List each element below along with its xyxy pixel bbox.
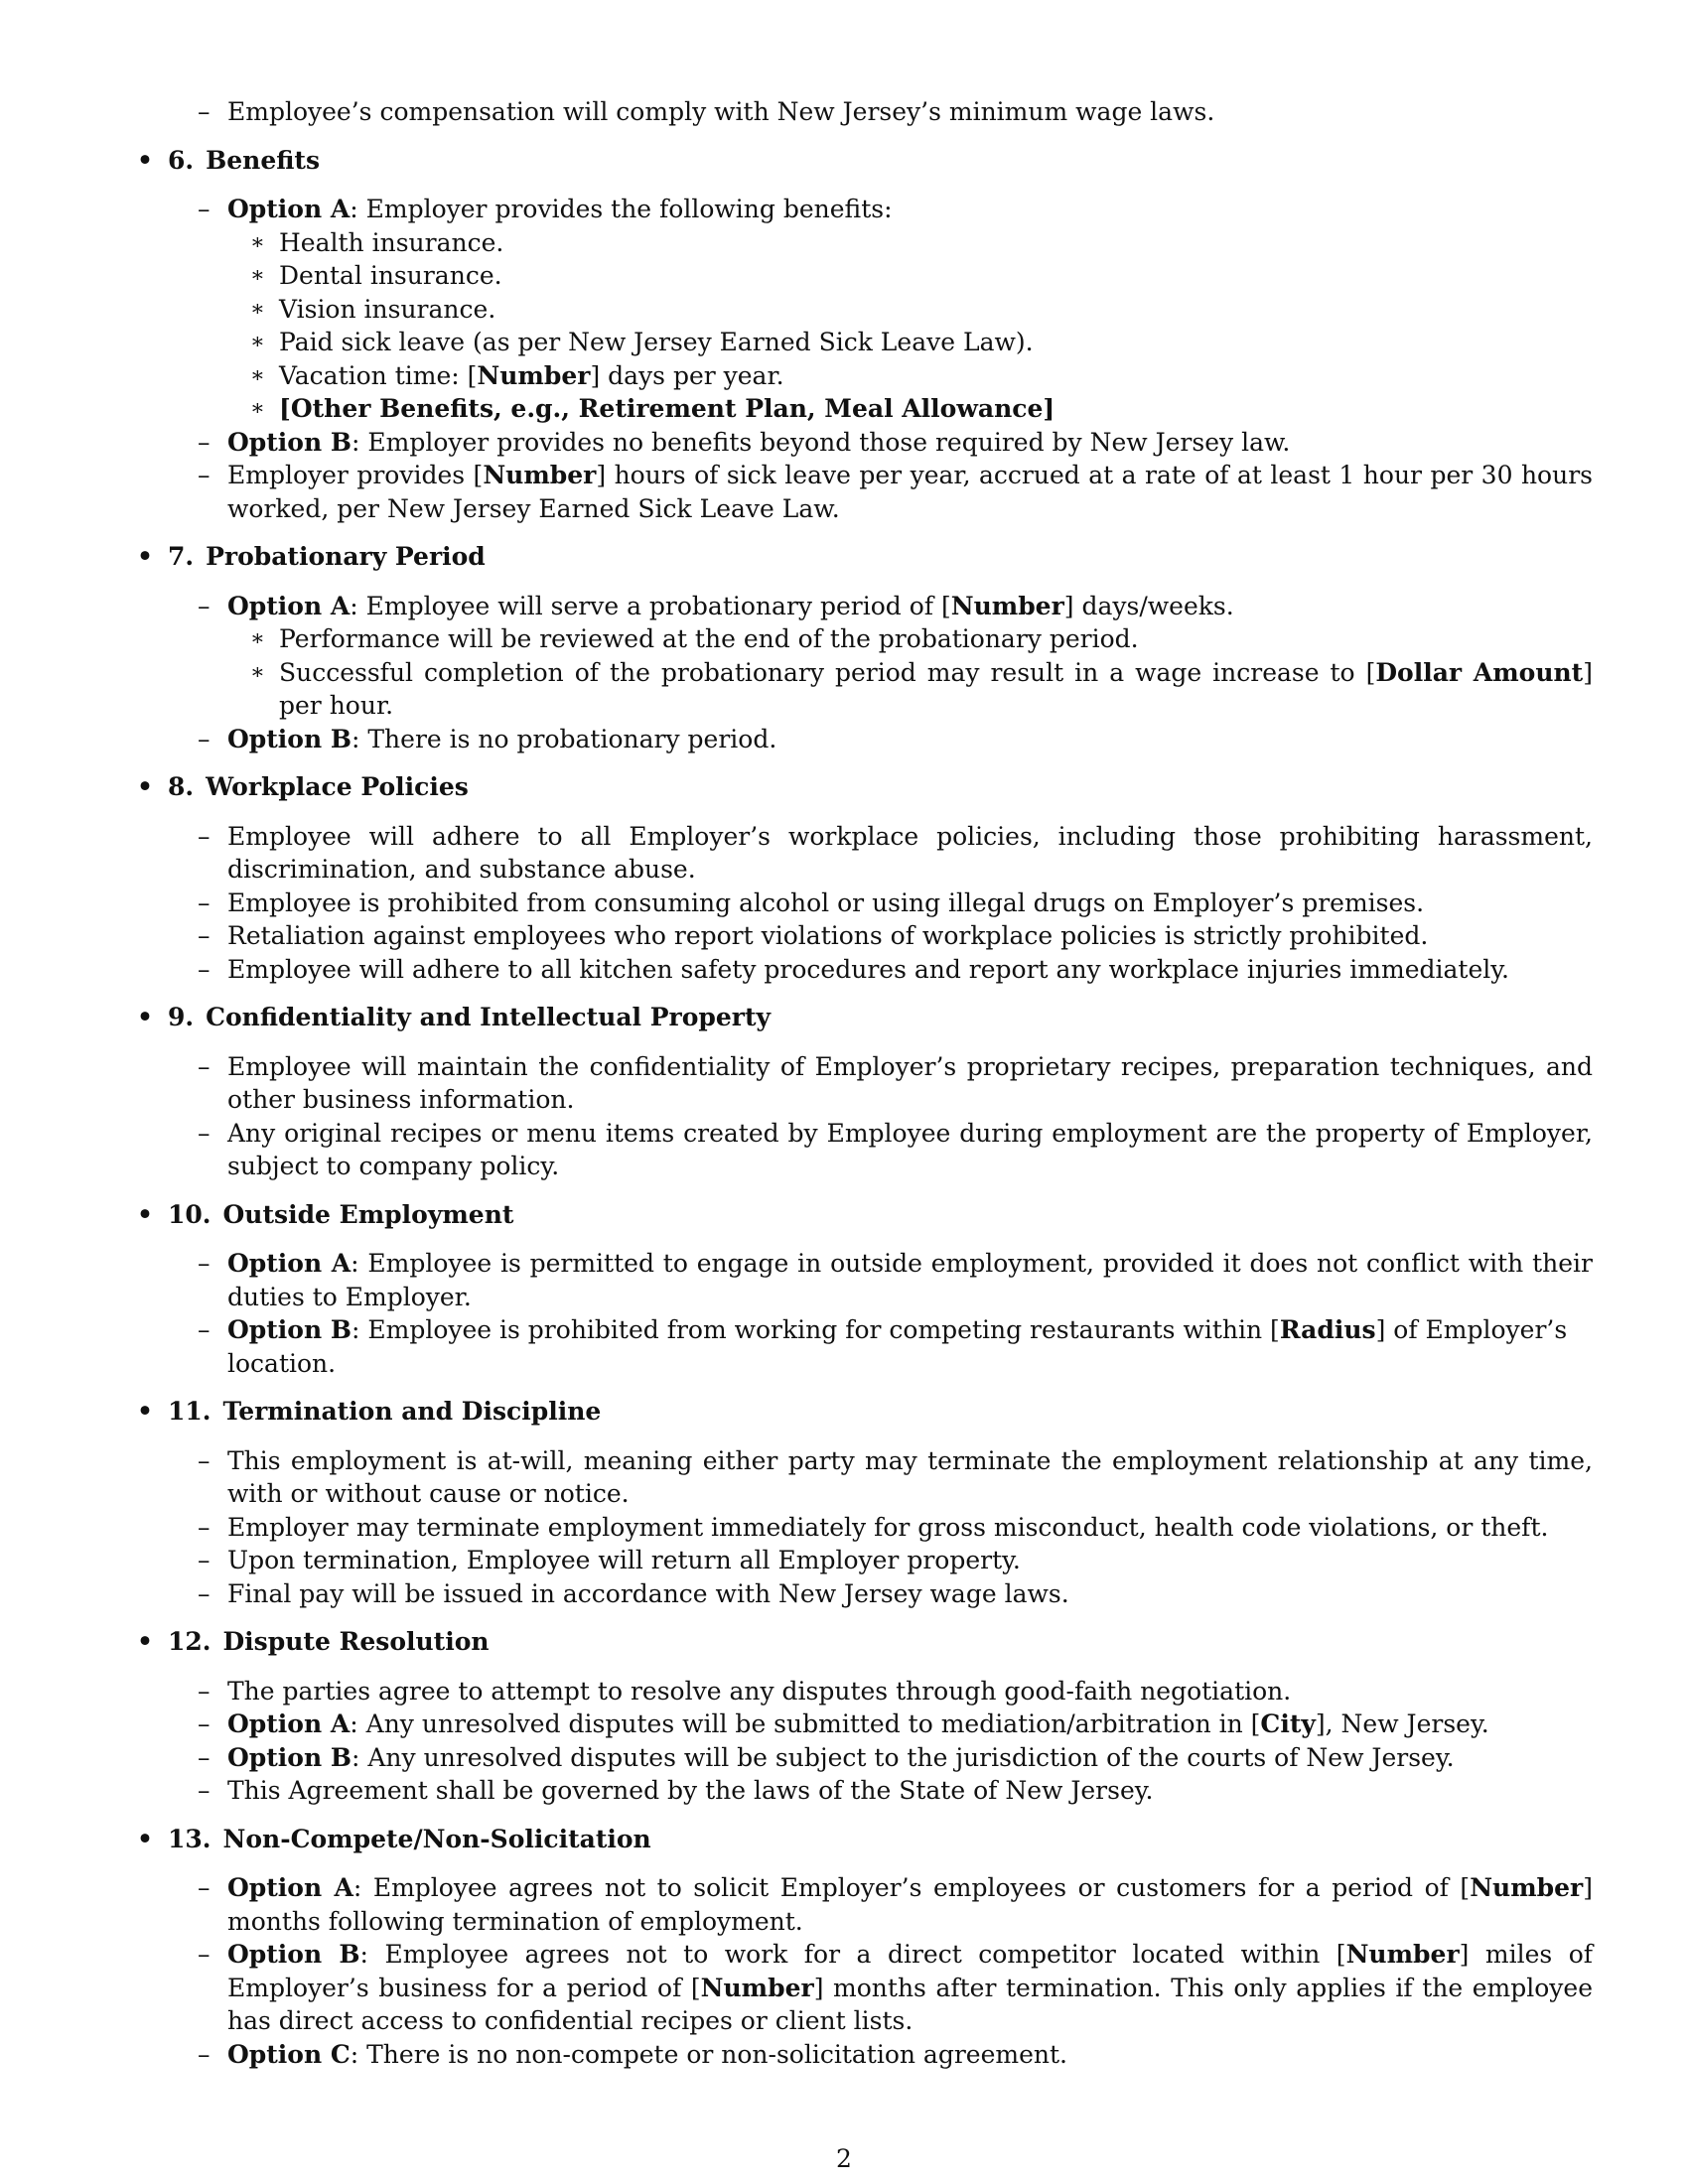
dash-bullet: – xyxy=(198,1676,211,1706)
dash-bullet: – xyxy=(198,887,211,917)
list-item: ∗ Performance will be reviewed at the end of the probationary period. xyxy=(133,622,1593,656)
asterisk-bullet: ∗ xyxy=(250,396,265,421)
list-item: – Employee’s compensation will comply with New Jersey’s minimum wage laws. xyxy=(133,95,1593,129)
bullet-dot: • xyxy=(137,1627,153,1656)
dash-bullet: – xyxy=(198,1249,211,1278)
list-item: – Option A: Employee is permitted to engage in outside employment, provided it does not conflict with their duties to Employer. xyxy=(198,1249,1593,1311)
section-heading-probationary-period: • 7. Probationary Period xyxy=(133,540,1593,574)
dash-bullet: – xyxy=(198,591,211,620)
bullet-dot: • xyxy=(137,542,153,571)
list-item: – Option A: Employee agrees not to solicit Employer’s employees or customers for a period of [Number] months following termination of employment. xyxy=(198,1873,1593,1936)
dash-bullet: – xyxy=(198,821,211,851)
list-item: – Option B: Employee is prohibited from working for competing restaurants within [Radius] of Employer’s location. xyxy=(198,1315,1568,1378)
list-item: – Employee is prohibited from consuming alcohol or using illegal drugs on Employer’s premises. xyxy=(133,887,1593,920)
bullet-dot: • xyxy=(137,1397,153,1426)
list-item: – Option A: Employee will serve a probationary period of [Number] days/weeks. xyxy=(133,590,1593,623)
list-item: ∗ [Other Benefits, e.g., Retirement Plan, Meal Allowance] xyxy=(133,392,1593,426)
dash-bullet: – xyxy=(198,1118,211,1148)
dash-bullet: – xyxy=(198,724,211,753)
dash-bullet: – xyxy=(198,921,211,950)
list-item: – Employer may terminate employment immediately for gross misconduct, health code violations, or theft. xyxy=(133,1511,1593,1545)
list-item: – Employer provides [Number] hours of sick leave per year, accrued at a rate of at least 1 hour per 30 hours worked, per New Jersey Earned Sick Leave Law. xyxy=(198,461,1593,523)
list-item: – Option A: Employer provides the following benefits: xyxy=(133,193,1593,226)
list-item: ∗ Health insurance. xyxy=(133,226,1593,260)
dash-bullet: – xyxy=(198,1940,211,1969)
list-item: – This Agreement shall be governed by the laws of the State of New Jersey. xyxy=(133,1774,1593,1808)
section-heading-confidentiality: • 9. Confidentiality and Intellectual Property xyxy=(133,1001,1593,1034)
dash-bullet: – xyxy=(198,195,211,223)
dash-bullet: – xyxy=(198,1512,211,1542)
list-item: ∗ Paid sick leave (as per New Jersey Earned Sick Leave Law). xyxy=(133,326,1593,359)
list-item: – Employee will adhere to all Employer’s workplace policies, including those prohibiting harassment, discrimination, and substance abuse. xyxy=(198,821,1593,884)
asterisk-bullet: ∗ xyxy=(250,659,265,685)
document-body xyxy=(133,95,1593,2071)
dash-bullet: – xyxy=(198,1873,211,1902)
section-heading-benefits: • 6. Benefits xyxy=(133,144,1593,178)
dash-bullet: – xyxy=(198,1546,211,1574)
list-item: – Upon termination, Employee will return all Employer property. xyxy=(133,1544,1593,1577)
dash-bullet: – xyxy=(198,461,211,489)
list-item: – Retaliation against employees who report violations of workplace policies is strictly prohibited. xyxy=(133,919,1593,953)
list-item: – Employee will adhere to all kitchen safety procedures and report any workplace injuries immediately. xyxy=(133,953,1593,987)
list-item: – Option B: Any unresolved disputes will be subject to the jurisdiction of the courts of New Jersey. xyxy=(133,1741,1593,1775)
dash-bullet: – xyxy=(198,1051,211,1081)
asterisk-bullet: ∗ xyxy=(250,296,265,322)
list-item: – Option C: There is no non-compete or non-solicitation agreement. xyxy=(133,2038,1593,2072)
page-number: 2 xyxy=(836,2144,852,2173)
asterisk-bullet: ∗ xyxy=(250,362,265,388)
list-item: ∗ Successful completion of the probationary period may result in a wage increase to [Dollar Amount] per hour. xyxy=(250,657,1593,720)
bullet-dot: • xyxy=(137,1199,153,1229)
bullet-dot: • xyxy=(137,1824,153,1853)
dash-bullet: – xyxy=(198,427,211,457)
dash-bullet: – xyxy=(198,1709,211,1738)
asterisk-bullet: ∗ xyxy=(250,263,265,288)
dash-bullet: – xyxy=(198,1445,211,1475)
list-item: – This employment is at-will, meaning either party may terminate the employment relationship at any time, with or without cause or notice. xyxy=(198,1445,1593,1508)
list-item: ∗ Vacation time: [Number] days per year. xyxy=(133,359,1593,393)
list-item: – Final pay will be issued in accordance with New Jersey wage laws. xyxy=(133,1577,1593,1611)
asterisk-bullet: ∗ xyxy=(250,626,265,651)
bullet-dot: • xyxy=(137,1003,153,1031)
dash-bullet: – xyxy=(198,1315,211,1344)
dash-bullet: – xyxy=(198,954,211,984)
list-item: – Option A: Any unresolved disputes will be submitted to mediation/arbitration in [City], New Jersey. xyxy=(133,1707,1593,1741)
list-item: – Any original recipes or menu items created by Employee during employment are the property of Employer, subject to company policy. xyxy=(198,1118,1593,1180)
dash-bullet: – xyxy=(198,1776,211,1805)
dash-bullet: – xyxy=(198,97,211,126)
dash-bullet: – xyxy=(198,2039,211,2069)
list-item: – Option B: Employee agrees not to work for a direct competitor located within [Number] miles of Employer’s business for a period of [Number] months after termination. This only applies if the employee has direct access to confidential recipes or client lists. xyxy=(198,1940,1593,2035)
list-item: – Option B: There is no probationary period. xyxy=(133,723,1593,756)
asterisk-bullet: ∗ xyxy=(250,229,265,255)
list-item: – Option B: Employer provides no benefits beyond those required by New Jersey law. xyxy=(133,426,1593,460)
section-heading-termination: • 11. Termination and Discipline xyxy=(133,1395,1593,1429)
bullet-dot: • xyxy=(137,145,153,175)
list-item: – Employee will maintain the confidentiality of Employer’s proprietary recipes, preparation techniques, and other business information. xyxy=(198,1051,1593,1114)
bullet-dot: • xyxy=(137,772,153,801)
asterisk-bullet: ∗ xyxy=(250,330,265,354)
dash-bullet: – xyxy=(198,1742,211,1772)
section-heading-workplace-policies: • 8. Workplace Policies xyxy=(133,770,1593,804)
section-heading-outside-employment: • 10. Outside Employment xyxy=(133,1198,1593,1232)
section-heading-non-compete: • 13. Non-Compete/Non-Solicitation xyxy=(133,1823,1593,1856)
list-item: – The parties agree to attempt to resolve any disputes through good-faith negotiation. xyxy=(133,1675,1593,1708)
section-heading-dispute-resolution: • 12. Dispute Resolution xyxy=(133,1625,1593,1659)
dash-bullet: – xyxy=(198,1578,211,1608)
list-item: ∗ Vision insurance. xyxy=(133,293,1593,327)
list-item: ∗ Dental insurance. xyxy=(133,259,1593,293)
